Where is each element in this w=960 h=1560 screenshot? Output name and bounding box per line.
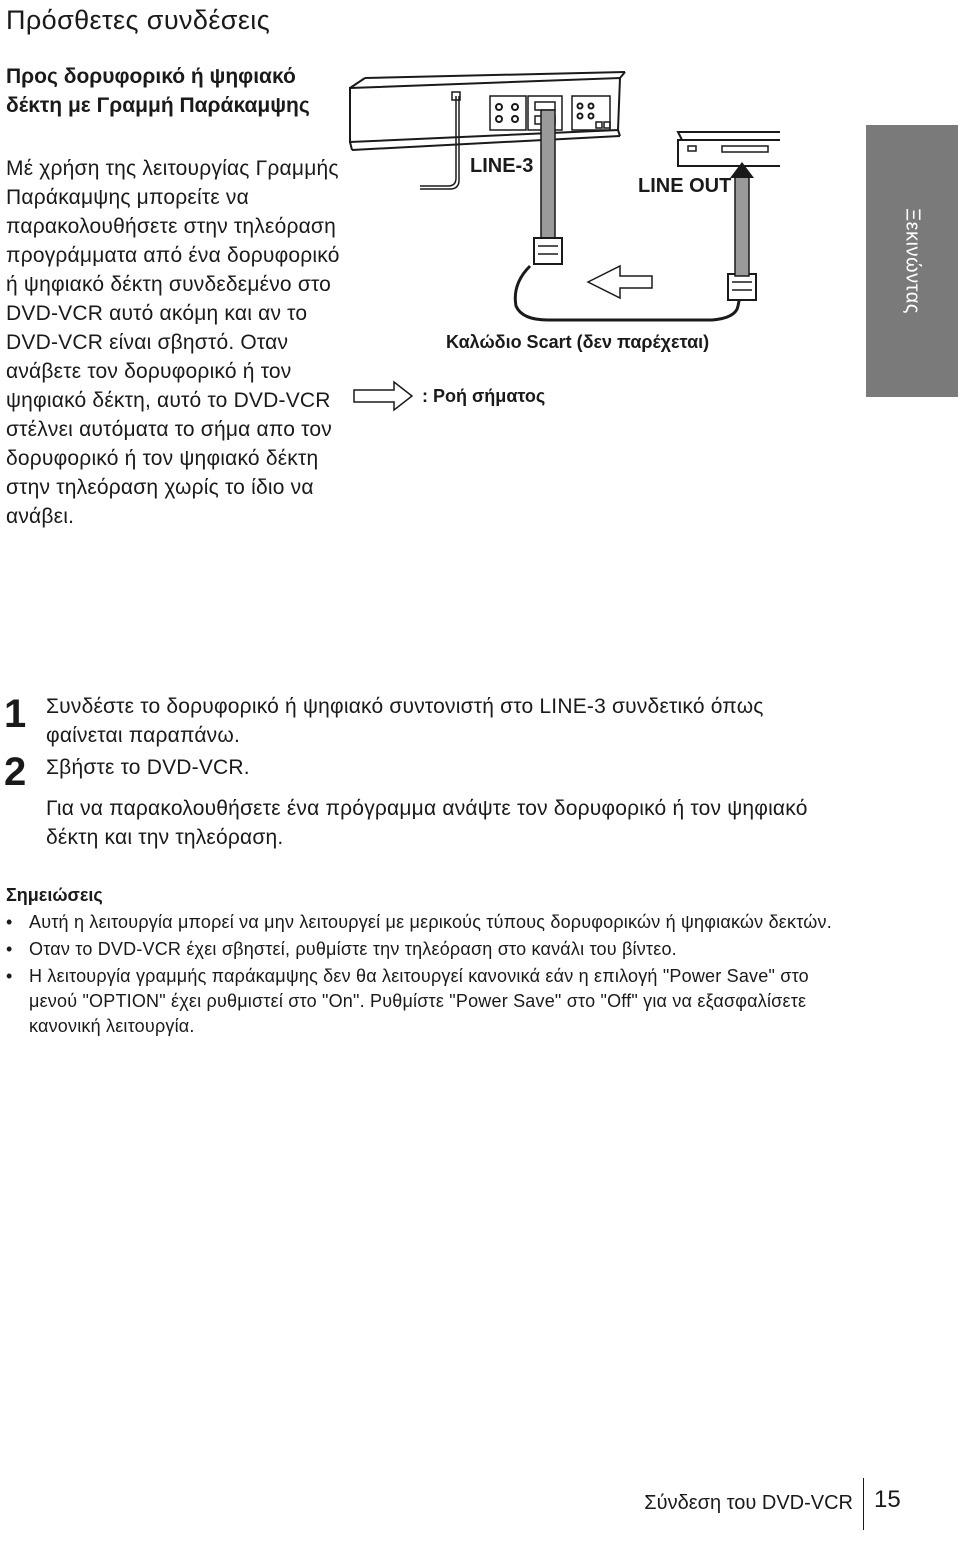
step-detail: Για να παρακολουθήσετε ένα πρόγραμμα ανάψτε τον δορυφορικό ή τον ψηφιακό δέκτη και την τηλεόραση. [46,797,808,849]
list-item: • Η λειτουργία γραμμής παράκαμψης δεν θα λειτουργεί κανονικά εάν η επιλογή "Power Save" στο μενού "OPTION" έχει ρυθμιστεί στο "On". Ρυθμίστε "Power Save" στο "Off" για να εξασφαλίσετε κανονική λειτουργία. [6,964,846,1039]
side-tab-label: Ξεκινώντας [901,208,924,314]
step-text: Συνδέστε το δορυφορικό ή ψηφιακό συντονιστή στο LINE-3 συνδετικό όπως φαίνεται παραπάνω. [46,695,764,747]
step-number: 2 [4,750,27,794]
aerial-cable [420,96,456,186]
legend-label: : Ροή σήματος [422,386,546,406]
list-item: • Αυτή η λειτουργία μπορεί να μην λειτουργεί με μερικούς τύπους δορυφορικών ή ψηφιακών δεκτών. [6,910,846,935]
side-tab [866,125,958,397]
page-title: Πρόσθετες συνδέσεις [6,5,271,35]
notes-list [6,910,846,1041]
signal-flow-arrow [588,266,652,298]
cable-label: Καλώδιο Scart (δεν παρέχεται) [446,332,710,352]
dvd-vcr-rear-panel [350,72,625,150]
legend-arrow-icon [354,382,412,410]
label-line3: LINE-3 [470,155,534,177]
step-number: 1 [4,692,27,736]
notes-heading: Σημειώσεις [6,885,103,905]
step-text: Σβήστε το DVD-VCR. [46,756,250,779]
section-heading: Προς δορυφορικό ή ψηφιακό δέκτη με Γραμμή Παράκαμψης [6,65,310,117]
intro-paragraph: Μέ χρήση της λειτουργίας Γραμμής Παράκαμψης μπορείτε να παρακολουθήσετε στην τηλεόραση προγράμματα από ένα δορυφορικό ή ψηφιακό δέκτη συνδεδεμένο στο DVD-VCR αυτό ακόμη και αν το DVD-VCR είναι σβηστό. Οταν ανάβετε τον δορυφορικό ή τον ψηφιακό δέκτη, αυτό το DVD-VCR στέλνει αυτόματα το σήμα απο τον δορυφορικό ή τον ψηφιακό δέκτη στην τηλεόραση χωρίς το ίδιο να ανάβει. [6,157,340,528]
page-number: 15 [874,1486,901,1513]
label-line-out: LINE OUT [638,175,732,197]
list-item: • Οταν το DVD-VCR έχει σβηστεί, ρυθμίστε την τηλεόραση στο κανάλι του βίντεο. [6,937,846,962]
footer-section-name: Σύνδεση του DVD-VCR [644,1492,853,1514]
satellite-receiver [678,132,780,166]
connection-diagram [340,70,780,420]
footer-divider [863,1478,864,1530]
